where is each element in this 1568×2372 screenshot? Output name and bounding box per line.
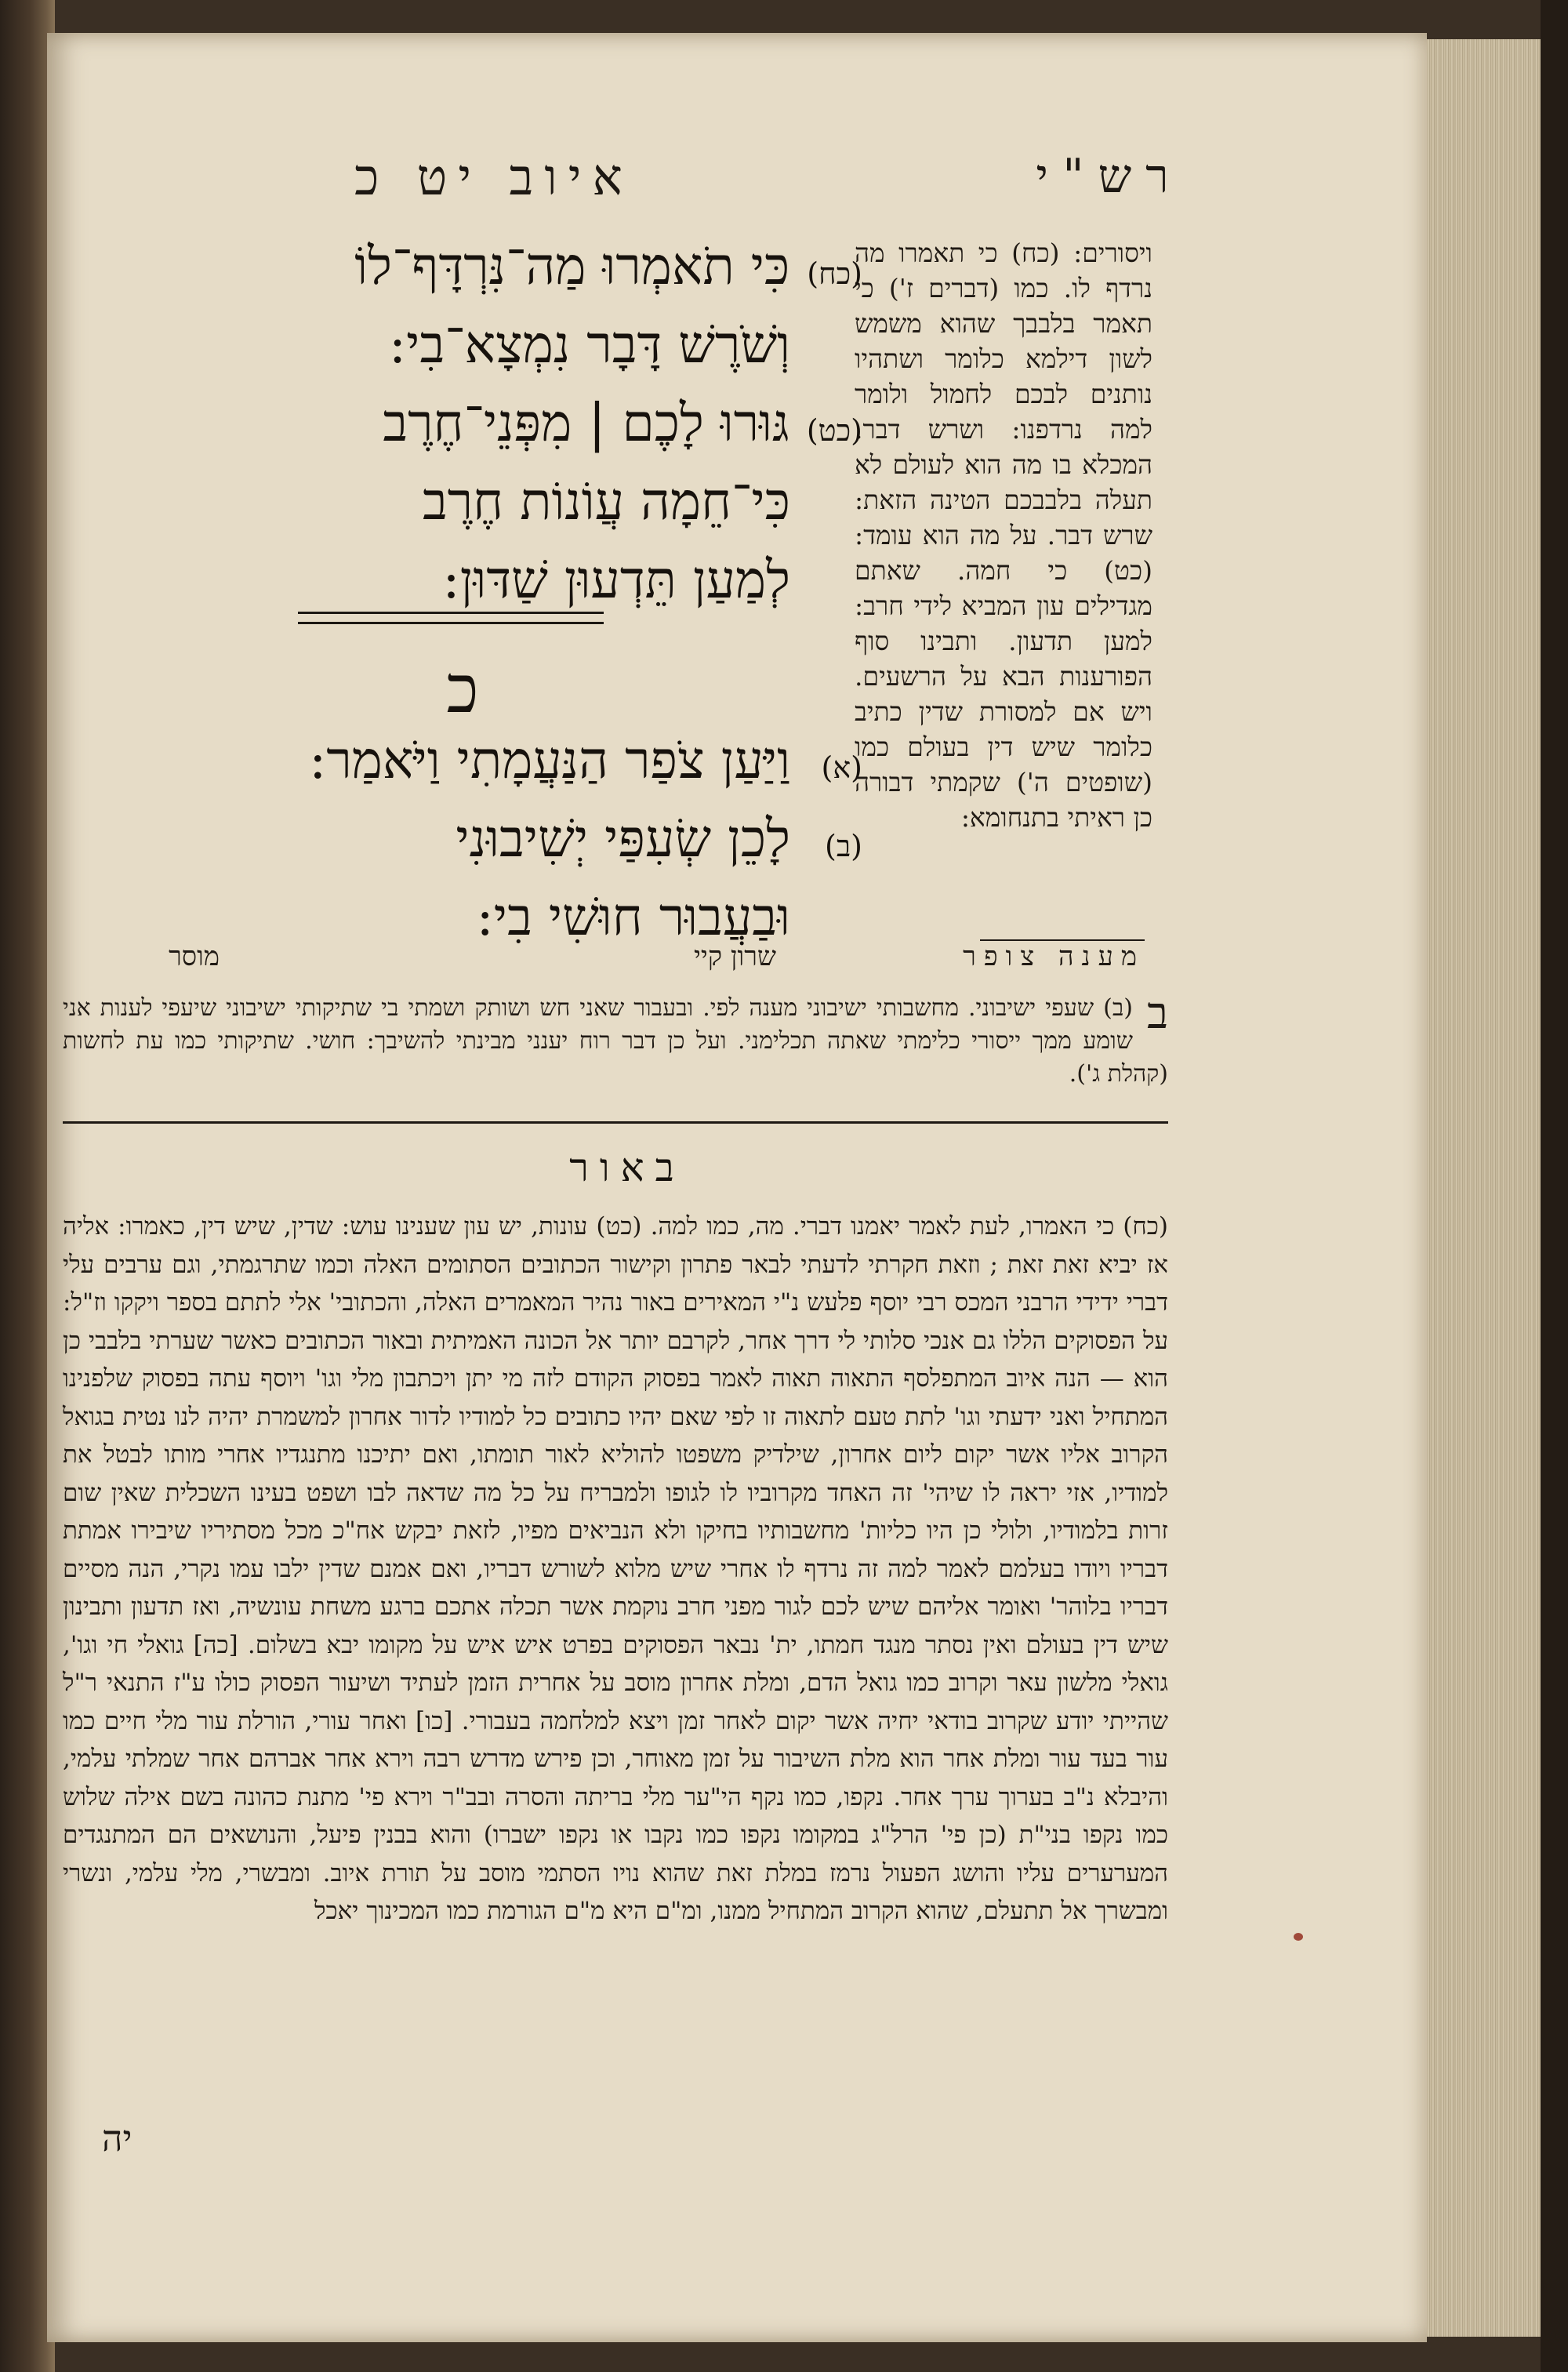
verse-text: וְשֹׁרֶשׁ דָּבָר נִמְצָא־בִי: [388, 314, 790, 375]
verse-text: כִּי־חֵמָה עֲוֹנוֹת חֶרֶב [422, 471, 790, 532]
verse-line [298, 227, 862, 306]
verse-text: לְמַעַן תֵּדְעוּן שַׁדּוּן: [442, 550, 790, 610]
verse-text: כִּי תֹאמְרוּ מַה־נִּרְדָּף־לוֹ [354, 236, 790, 296]
section-divider [298, 612, 604, 624]
verse-line [298, 306, 862, 384]
verse-line [298, 541, 862, 619]
verse-text: וּבַעֲבוּר חוּשִׁי בִי: [476, 887, 790, 947]
verse-number: (א) [821, 750, 862, 785]
rashi-column-title: רש"י [1036, 149, 1183, 204]
subheader-left: מוסר [169, 941, 220, 972]
verse-text: גּוּרוּ לָכֶם | מִפְּנֵי־חֶרֶב [383, 393, 789, 453]
verse-text: וַיַּעַן צֹפַר הַנַּעֲמָתִי וַיֹּאמַר: [309, 730, 790, 790]
section-divider [63, 1121, 1168, 1124]
verse-block-chapter-19 [298, 227, 862, 619]
mefaresh-commentary [63, 988, 1168, 1091]
subheader-middle: שרון קיי [694, 941, 776, 972]
page-edges [1411, 39, 1545, 2337]
verse-line [298, 721, 862, 800]
biur-commentary: (כח) כי האמרו, לעת לאמר יאמנו דברי. מה, כמו למה. (כט) עונות, יש עון שענינו עוש: שדין, שיש דין, כאמרו: אליה אז יביא זאת זאת ; וזאת חקרתי לדעתי לבאר פתרון וקישור הכתובים הסתומים האלה וכמו שתרגמתי, וגם ערבים עלי דברי ידידי הרבני המכס רבי יוסף פלעש נ"י המאירים באור נהיר המאמרים האלה, והכתובי' אלי לתתם בספר ויקקו וז"ל: על הפסוקים הללו גם אנכי סלותי לי דרך אחר, לקרבם יותר אל הכונה האמיתית ובאור הכתובים כאשר שערתי בלבבי כן הוא — הנה איוב המתפלסף התאוה תאוה לאמר בפסוק הקודם לזה מי יתן ויכתבון מלי וגו' ויוסף עתה בפסוק שלפנינו המתחיל ואני ידעתי וגו' לתת טעם לתאוה זו לפי שאם יהיו כתובים כל למודיו לדור אחרון למשמרת יהיה לנו נטית בגואל הקרוב אליו אשר יקום ליום אחרון, שילדיק משפטו להוליא לאור תומתו, ואם יתיכנו מתנגדיו אחרי מותו לבטל את למודיו, אזי יראה לו שיהי' זה האחד מקרוביו לו לגופו ולמבריח על כל מה שדאה לבו ושפט בעינו השכלית שאין שום זרות בלמודיו, ולולי כן היו כליות' מחשבותיו בחיקו ולא הנביאים מפיו, לזאת יבקש אח"כ מכל מסתיריו שיבירו אמתת דבריו ויודו בעלמם לאמר למה זה נרדף לו אחרי שיש מלוא לשורש דבריו, ואם אמנם שדין ילבו עמו נקרי, הנה מסיים דבריו בלוהר' ואומר אליהם שיש לכם לגור מפני חרב נוקמת אשר תכלה אתכם ברגע משחת עונשיה, ואז תדעון ותבינון שיש דין בעולם ואין נסתר מנגד חמתו, ית' נבאר הפסוקים בפרט איש איש על מקומו יבא בשלום. [כה] גואלי חי וגו', גואלי מלשון עאר וקרוב כמו גואל הדם, ומלת אחרון מוסב על אחרית הזמן לעתיד ושיעור הפסוק כולו ע"ז התנאי ר"ל שהייתי יודע שקרוב בודאי יחיה אשר יקום לאחר זמן ויצא למלחמה בעבורי. [כו] ואחר עורי, הורלת עור מלי חיים כמו עור בעד עור ומלת אחר הוא מלת השיבור על זמן מאוחר, וכן פירש מדרש רבה וירא אחר אברהם אחר שמלתי עלמי, והיבלא נ"ב בערוך ערך אחר. נקפו, כמו נקף הי"ער מלי בריתה והסרה ובב"ר וירא פי' מתנת כהונה בשם אילה שלוש כמו נקפו בני"ת (כן פי' הרל"ג במקומו נקפו כמו נקבו או נקפו ישברו) והוא בבנין פיעל, והנושאים הם המתנגדים המערערים עליו והושג הפעול נרמז במלת זאת שהוא נויו הסתמי מוסב על תורת איוב. ומבשרי, מלי עלמי, ונשרי ומבשרך אל תתעלם, שהוא הקרוב המתחיל ממנו, ומ"ם היא מ"ם הגורמת כמו המכינוך יאכל [63, 1212, 1168, 1925]
verse-number: (ב) [825, 829, 862, 863]
verse-line [298, 463, 862, 541]
background-edge [1541, 0, 1568, 2372]
commentary-initial: ב [1147, 988, 1168, 1039]
mefaresh-text: (ב) שעפי ישיבוני. מחשבותי ישיבוני מענה לפי. ובעבור שאני חש ושותק ושמתי בי שתיקותי ישיבוני שיעפי לענות אני שומע ממך ייסורי כלימתי שאתה תכלימני. ועל כן דבר רוח יענני מבינתי להשיבך: חושי. שתיקותי כמו עת לחשות (קהלת ג'). [63, 994, 1168, 1088]
running-header: איוב יט כ [354, 149, 633, 207]
verse-number: (כח) [807, 256, 862, 291]
rashi-commentary: ויסורים: (כח) כי תאמרו מה נרדף לו. כמו (דברים ז') כי תאמר בלבבך שהוא משמש לשון דילמא כלומר ושתהיו נותנים לבכם לחמול ולומר למה נרדפנו: ושרש דבר. המכלא בו מה הוא לעולם לא תעלה בלבבכם הטינה הזאת: שרש דבר. על מה הוא עומד: (כט) כי חמה. שאתם מגדילים עון המביא לידי חרב: למען תדעון. ותבינו סוף הפורענות הבא על הרשעים. ויש אם למסורת שדין כתיב כלומר שיש דין בעולם כמו (שופטים ה') שקמתי דבורה כן ראיתי בתנחומא: [855, 238, 1152, 833]
verse-text: לָכֵן שְׂעִפַּי יְשִׁיבוּנִי [456, 808, 790, 869]
commentary-subheaders [94, 941, 1145, 988]
verse-line [298, 384, 862, 463]
paper-stain [1294, 1933, 1303, 1941]
verse-line [298, 800, 862, 878]
verse-block-chapter-20 [298, 721, 862, 957]
subheader-right: מענה צופר [963, 941, 1145, 972]
biur-title: באור [569, 1145, 685, 1190]
catchword: יה [102, 2117, 132, 2160]
verse-number: (כט) [806, 413, 862, 448]
chapter-number: כ [446, 651, 479, 728]
